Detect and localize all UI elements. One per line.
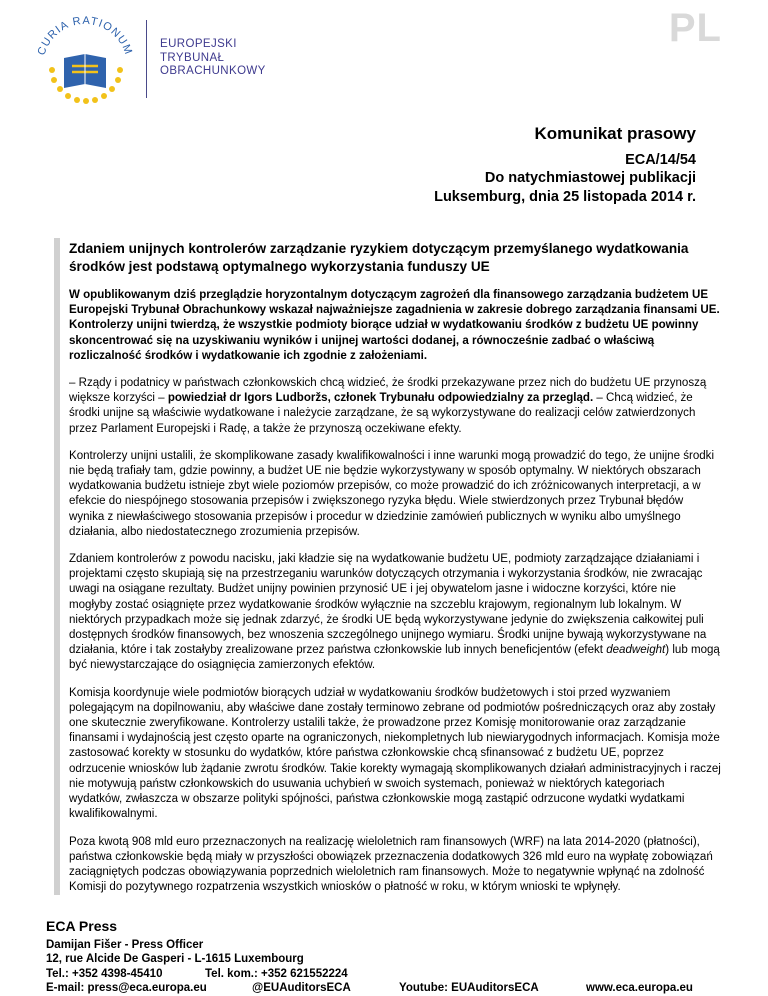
document-type: Komunikat prasowy [534, 124, 696, 143]
press-title: ECA Press [46, 918, 118, 934]
logo-motto: CURIA RATIONUM [35, 14, 135, 57]
phone-row [46, 967, 736, 981]
pressure-paragraph: Zdaniem kontrolerów z powodu nacisku, jaki kładzie się na wydatkowanie budżetu UE, podmioty zarządzające działaniami i projektami często skupiają się na przestrzeganiu warunków dotyczących otrzymania i wykorzystania środków, nie zwracając uwagi na osiągane rezultaty. Budżet unijny powinien przynosić UE i jej obywatelom jasne i widoczne korzyści, które nie mogłyby zostać osiągnięte przez wydatkowanie środków wyłącznie na szczeblu krajowym, regionalnym lub lokalnym. W niektórych przypadkach może się jednak zdarzyć, że środki UE będą wykorzystywane jedynie do zwiększenia całkowitej puli dostępnych środków finansowych, bez wnoszenia szczególnego unijnego wymiaru. Środki unijne bywają wykorzystywane na działania, które i tak zostałyby zrealizowane przez państwa członkowskie lub innych beneficjentów (efekt deadweight) lub mogą być niewystarczające do osiągnięcia zamierzonych efektów. [69, 553, 720, 672]
language-code: PL [668, 6, 722, 50]
left-accent-bar [54, 238, 60, 895]
svg-text:CURIA RATIONUM [36, 15, 135, 57]
email-link[interactable]: E-mail: press@eca.europa.eu [46, 982, 207, 995]
press-release-body [69, 240, 721, 907]
youtube-link[interactable]: Youtube: EUAuditorsECA [399, 982, 539, 995]
quote-paragraph: – Rządy i podatnicy w państwach członkowskich chcą widzieć, że środki przekazywane przez nich do budżetu UE przynoszą większe korzyści – powiedział dr Igors Ludboržs, członek Trybunału odpowiedzialny za przegląd. – Chcą widzieć, że środki unijne są właściwie wydatkowane i należycie zarządzane, że są wykorzystywane do realizacji celów zatwierdzonych przez Parlament Europejski i Radę, a także że przynoszą oczekiwane efekty. [69, 377, 707, 435]
open-book-icon [64, 54, 106, 88]
phone-number: Tel.: +352 4398-45410 [46, 967, 163, 980]
mobile-number: Tel. kom.: +352 621552224 [205, 967, 348, 980]
embargo-note: Do natychmiastowej publikacji [484, 170, 696, 186]
twitter-link[interactable]: @EUAuditorsECA [252, 982, 351, 995]
quote-speaker: powiedział dr Igors Ludboržs, członek Trybunału odpowiedzialny za przegląd. [167, 392, 594, 405]
eca-logo [30, 8, 140, 118]
organisation-name: EUROPEJSKI TRYBUNAŁ OBRACHUNKOWY [160, 38, 266, 77]
mff-paragraph: Poza kwotą 908 mld euro przeznaczonych na realizację wieloletnich ram finansowych (WRF) na lata 2014-2020 (płatności), państwa członkowskie będą miały w przyszłości obowiązek przeznaczenia dodatkowych 326 mld euro na wypłatę zobowiązań zaciągniętych podczas obowiązywania poprzednich wieloletnich ram finansowych. Może to negatywnie wpłynąć na zdolność Komisji do pozytywnego rozpatrzenia wszystkich wniosków o płatność w roku, w którym wnioski te wpłynęły. [69, 835, 713, 894]
links-row [46, 981, 736, 995]
article-title: Zdaniem unijnych kontrolerów zarządzanie ryzykiem dotyczącym przemyślanego wydatkowania środków jest podstawą optymalnego wykorzystania funduszy UE [69, 241, 689, 274]
press-contact-footer [46, 917, 736, 996]
risks-paragraph: Kontrolerzy unijni ustalili, że skomplikowane zasady kwalifikowalności i inne warunki mogą prowadzić do tego, że unijne środki nie będą trafiały tam, gdzie powinny, a budżet UE nie będzie wykorzystywany w sposób optymalny. W niektórych obszarach wydatkowania budżetu istnieje zbyt wiele poziomów przepisów, co może prowadzić do ich zróżnicowanych interpretacji, a w efekcie do niespójnego stosowania przepisów i zwiększonego ryzyka błędu. Wiele stwierdzonych przez Trybunał błędów wynika z niewłaściwego stosowania przepisów i procedur w dziedzinie zamówień publicznych w wyniku albo umyślnego działania, albo niedostatecznego zrozumienia przepisów. [69, 449, 715, 538]
place-date: Luksemburg, dnia 25 listopada 2014 r. [434, 189, 696, 205]
press-address: 12, rue Alcide De Gasperi - L-1615 Luxembourg [46, 953, 304, 966]
lead-paragraph: W opublikowanym dziś przeglądzie horyzontalnym dotyczącym zagrożeń dla finansowego zarządzania budżetem UE Europejski Trybunał Obrachunkowy wskazał najważniejsze zagadnienia w zakresie dobrego zarządzania finansami UE. Kontrolerzy unijni twierdzą, że wszystkie podmioty biorące udział w wydatkowaniu środków z budżetu UE powinny skoncentrować się na uzyskiwaniu wyników i unijnej wartości dodanej, a równocześnie zadbać o właściwą rozliczalność środków i wydatkowanie ich zgodnie z założeniami. [69, 289, 720, 362]
website-link[interactable]: www.eca.europa.eu [586, 982, 693, 995]
header-divider [146, 20, 147, 98]
commission-paragraph: Komisja koordynuje wiele podmiotów biorących udział w wydatkowaniu środków budżetowych i stoi przed wyzwaniem polegającym na dopilnowaniu, aby właściwe dane zostały terminowo zebrane od podmiotów pośredniczących oraz aby zostały one skutecznie zweryfikowane. Kontrolerzy ustalili także, że prowadzone przez Komisję monitorowanie oraz zarządzanie finansami i wydajnością jest często oparte na ograniczonych, niekompletnych lub niewiarygodnych informacjach. Komisja może zastosować korekty w stosunku do wydatków, które państwa członkowskie chcą sfinansować z budżetu UE, poprzez odrzucenie wniosków lub żądanie zwrotu środków. Takie korekty wymagają skomplikowanych działań administracyjnych i raczej nie motywują państw członkowskich do usuwania uchybień w swoich systemach, ponieważ w niektórych kategoriach wydatków, zwłaszcza w obszarze polityki spójności, państwa członkowskie mogą zastąpić odrzucone wydatki wydatkami kwalifikowalnymi. [69, 686, 721, 821]
press-officer: Damijan Fišer - Press Officer [46, 939, 204, 951]
reference-number: ECA/14/54 [625, 152, 696, 168]
